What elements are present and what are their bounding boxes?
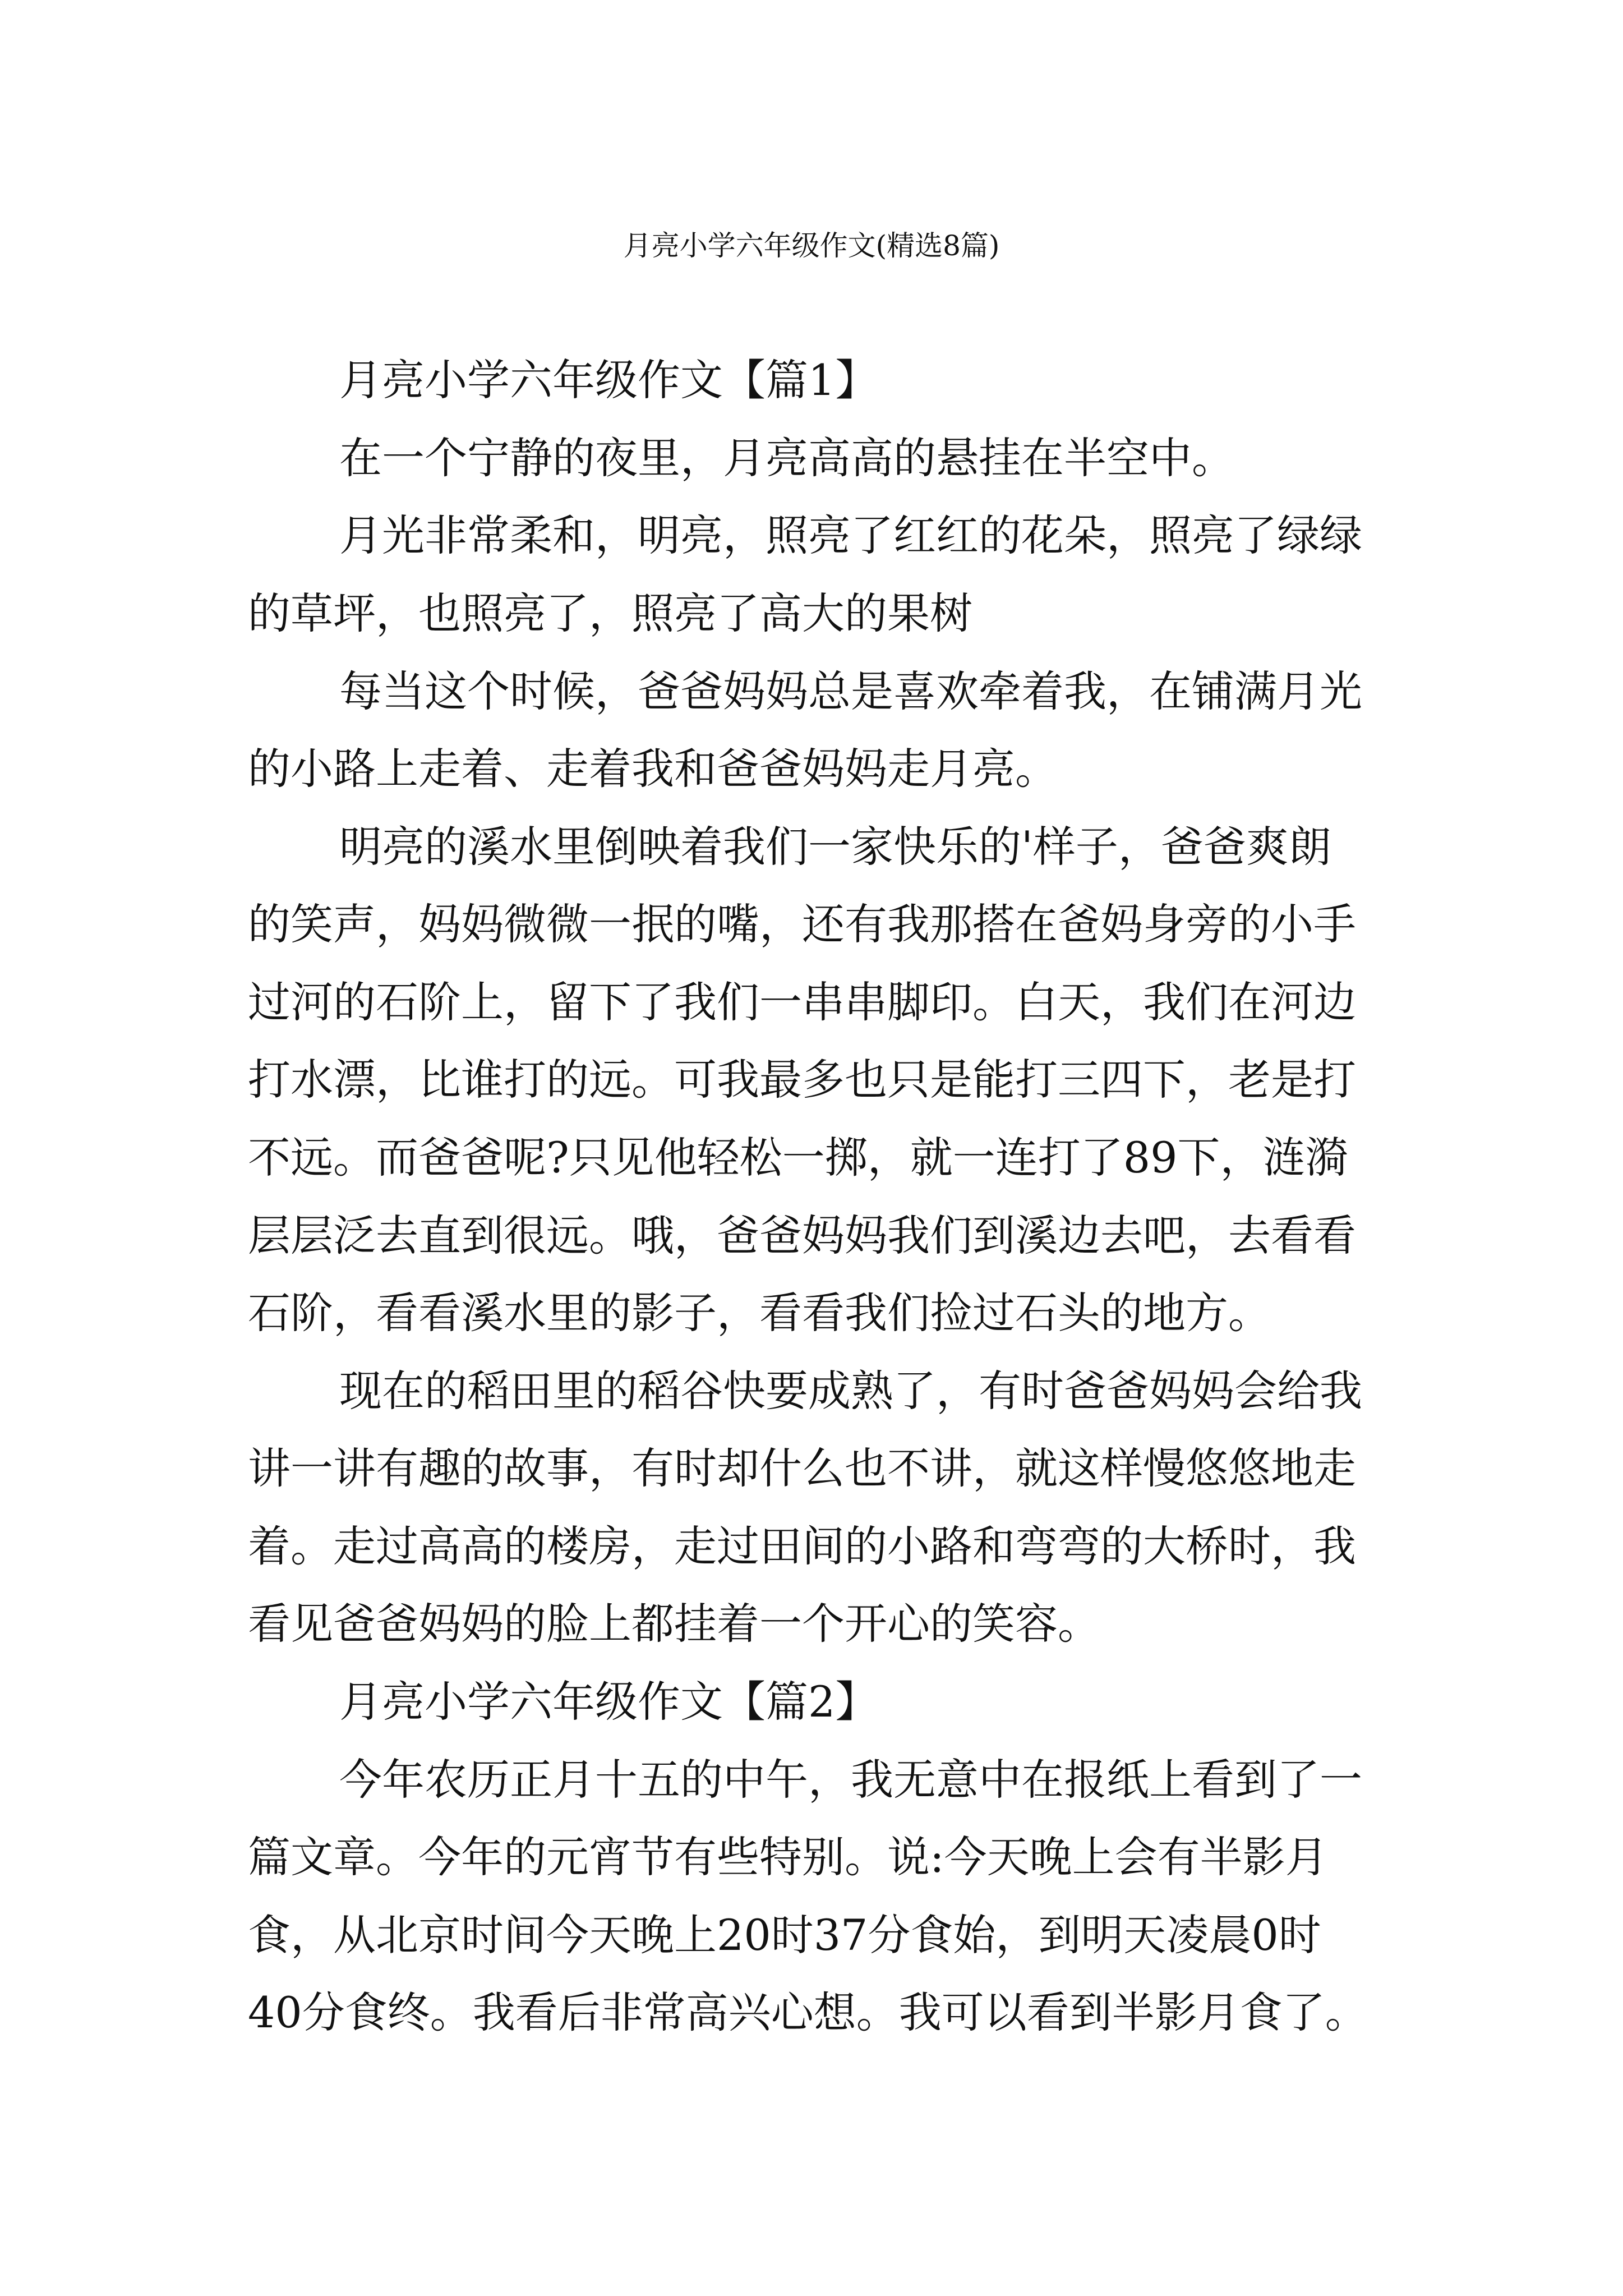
paragraph-line: 的笑声，妈妈微微一抿的嘴，还有我那搭在爸妈身旁的小手 [248,899,1356,949]
paragraph-line: 篇文章。今年的元宵节有些特别。说:今天晚上会有半影月 [248,1832,1328,1882]
paragraph-line: 明亮的溪水里倒映着我们一家快乐的'样子，爸爸爽朗 [339,822,1331,872]
section-heading-1: 月亮小学六年级作文【篇1】 [339,355,878,405]
paragraph-line: 现在的稻田里的稻谷快要成熟了，有时爸爸妈妈会给我 [339,1366,1362,1416]
paragraph-line: 在一个宁静的夜里，月亮高高的悬挂在半空中。 [339,433,1234,483]
paragraph-line: 石阶，看看溪水里的影子，看看我们捡过石头的地方。 [248,1288,1271,1338]
paragraph-line: 的小路上走着、走着我和爸爸妈妈走月亮。 [248,744,1058,794]
paragraph-line: 不远。而爸爸呢?只见他轻松一掷，就一连打了89下，涟漪 [248,1133,1348,1182]
paragraph-line: 食，从北京时间今天晚上20时37分食始，到明天凌晨0时 [248,1910,1321,1960]
paragraph-line: 打水漂，比谁打的远。可我最多也只是能打三四下，老是打 [248,1055,1356,1105]
paragraph-line: 的草坪，也照亮了，照亮了高大的果树 [248,588,972,638]
document-title: 月亮小学六年级作文(精选8篇) [623,229,1000,262]
paragraph-line: 月光非常柔和，明亮，照亮了红红的花朵，照亮了绿绿 [339,510,1362,560]
paragraph-line: 每当这个时候，爸爸妈妈总是喜欢牵着我，在铺满月光 [339,666,1362,716]
paragraph-line: 着。走过高高的楼房，走过田间的小路和弯弯的大桥时，我 [248,1521,1356,1571]
section-heading-2: 月亮小学六年级作文【篇2】 [339,1677,878,1727]
paragraph-line: 层层泛去直到很远。哦，爸爸妈妈我们到溪边去吧，去看看 [248,1211,1356,1260]
paragraph-line: 40分食终。我看后非常高兴心想。我可以看到半影月食了。 [248,1987,1368,2037]
paragraph-line: 看见爸爸妈妈的脸上都挂着一个开心的笑容。 [248,1599,1100,1649]
paragraph-line: 讲一讲有趣的故事，有时却什么也不讲，就这样慢悠悠地走 [248,1443,1356,1493]
paragraph-line: 过河的石阶上，留下了我们一串串脚印。白天，我们在河边 [248,977,1356,1027]
paragraph-line: 今年农历正月十五的中午，我无意中在报纸上看到了一 [339,1755,1362,1805]
